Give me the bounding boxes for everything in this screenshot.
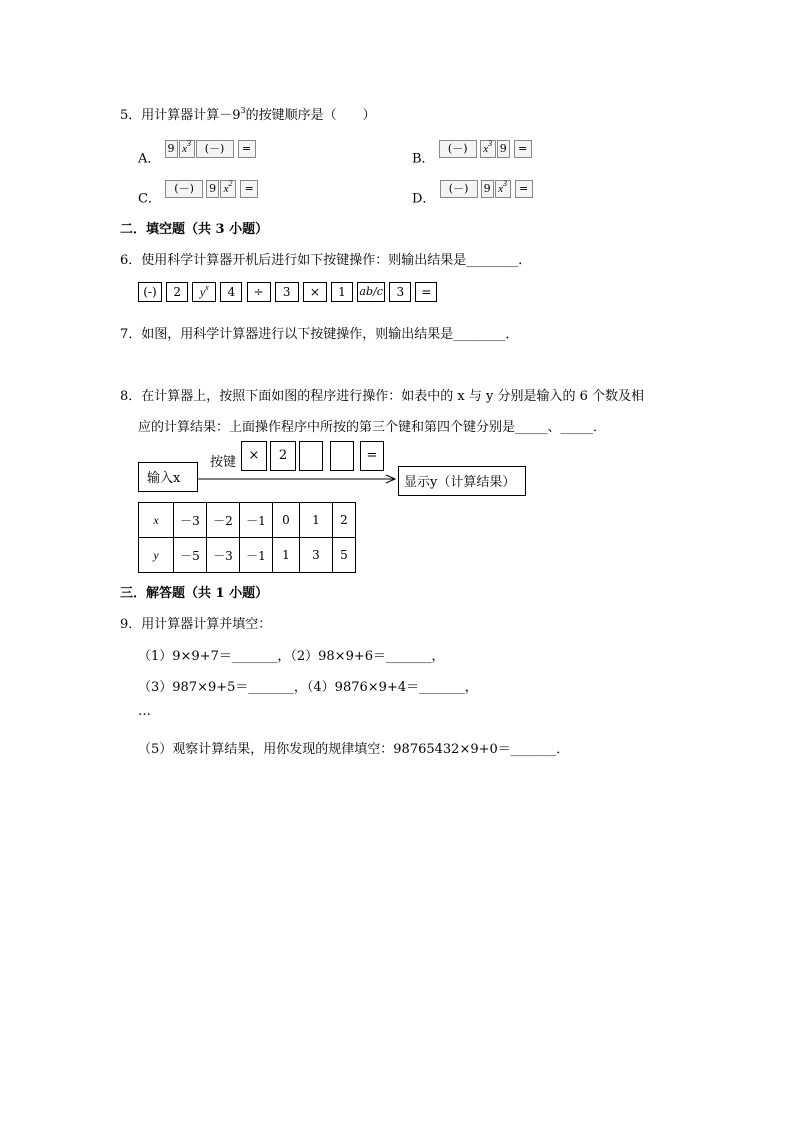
table-cell: 0 (273, 503, 300, 538)
xy-table (138, 502, 356, 573)
output-box: 显示y（计算结果） (398, 466, 526, 496)
table-cell: －5 (174, 538, 207, 573)
key-3: 3 (389, 282, 411, 302)
key-divide: ÷ (247, 282, 271, 302)
key-base: x (223, 183, 229, 195)
key-9: 9 (481, 180, 494, 198)
key-exp: 3 (186, 139, 191, 148)
section-2-title: 二．填空题（共 3 小题） (120, 222, 269, 237)
q9-line-2: （3）987×9+5＝_______，（4）9876×9+4＝_______， (138, 680, 478, 695)
key-negative: (－) (196, 140, 234, 158)
option-label: B． (412, 151, 435, 167)
table-cell: 5 (333, 538, 356, 573)
table-cell: －3 (174, 503, 207, 538)
q7-stem: 7．如图，用科学计算器进行以下按键操作，则输出结果是________． (120, 327, 519, 342)
option-label: D． (412, 191, 436, 207)
q9-stem: 9．用计算器计算并填空： (120, 617, 272, 632)
program-key-multiply: × (241, 441, 267, 471)
key-exp: 3 (503, 179, 508, 188)
key-9: 9 (165, 140, 178, 158)
program-key-2: 2 (270, 441, 296, 471)
key-2: 2 (166, 282, 188, 302)
table-cell: －3 (207, 538, 240, 573)
key-equals: = (238, 140, 256, 158)
table-cell: －2 (207, 503, 240, 538)
program-arrow (198, 472, 398, 486)
key-equals: = (514, 140, 532, 158)
key-base: x (498, 183, 504, 195)
key-y-power-x (192, 282, 216, 302)
key-base: x (483, 143, 489, 155)
key-negative: (－) (439, 140, 477, 158)
q5-option-c (138, 180, 259, 207)
q6-stem: 6．使用科学计算器开机后进行如下按键操作：则输出结果是________． (120, 253, 532, 268)
q5-option-a (138, 140, 257, 167)
key-exp: 2 (228, 179, 233, 188)
key-negative: (－) (165, 180, 203, 198)
key-9: 9 (206, 180, 219, 198)
table-cell: －1 (240, 538, 273, 573)
key-negative: (－) (440, 180, 478, 198)
q5-text-post: 的按键顺序是（ ） (245, 108, 376, 123)
key-equals: = (240, 180, 258, 198)
table-cell: －1 (240, 503, 273, 538)
key-negative: (-) (138, 282, 162, 302)
key-equals: = (515, 180, 533, 198)
q8-stem-line2: 应的计算结果：上面操作程序中所按的第三个键和第四个键分别是_____、_____． (138, 420, 607, 435)
table-cell: 3 (300, 538, 333, 573)
q9-line-5: （5）观察计算结果，用你发现的规律填空：98765432×9+0＝_______． (138, 742, 570, 757)
section-3-title: 三．解答题（共 1 小题） (120, 586, 269, 601)
option-label: A． (138, 151, 161, 167)
key-fraction: ab/c (357, 282, 385, 302)
key-exp: x (205, 283, 209, 292)
q5-text-pre: 5．用计算器计算－9 (120, 108, 241, 123)
key-base: y (199, 285, 206, 299)
input-box: 输入x (138, 462, 198, 492)
q9-line-1: （1）9×9+7＝_______，（2）98×9+6＝_______， (138, 649, 445, 664)
key-4: 4 (220, 282, 242, 302)
press-label: 按键 (210, 455, 237, 470)
q5-stem (120, 104, 376, 123)
table-cell: 1 (273, 538, 300, 573)
key-x-power (495, 180, 511, 198)
key-x-power (220, 180, 236, 198)
option-label: C． (138, 191, 161, 207)
q9-ellipsis: … (138, 704, 151, 719)
table-row-y (139, 538, 356, 573)
key-multiply: × (303, 282, 327, 302)
q5-option-b (412, 140, 533, 167)
key-equals: = (415, 282, 437, 302)
key-base: x (182, 143, 187, 155)
key-exp: 3 (488, 139, 493, 148)
table-cell-label: y (139, 538, 174, 573)
key-x-power (480, 140, 496, 158)
q8-stem-line1: 8．在计算器上，按照下面如图的程序进行操作：如表中的 x 与 y 分别是输入的 6 个数及相 (120, 389, 645, 404)
table-cell: 1 (300, 503, 333, 538)
table-cell-label: x (139, 503, 174, 538)
key-1: 1 (331, 282, 353, 302)
q6-key-sequence (138, 282, 437, 302)
q5-exponent: 3 (240, 106, 246, 115)
program-key-equals: = (360, 441, 384, 471)
key-3: 3 (275, 282, 299, 302)
key-x-power (179, 140, 195, 158)
program-key-blank-1 (299, 441, 323, 471)
q5-option-d (412, 180, 534, 207)
key-9: 9 (497, 140, 510, 158)
table-row-x (139, 503, 356, 538)
table-cell: 2 (333, 503, 356, 538)
program-key-blank-2 (330, 441, 354, 471)
